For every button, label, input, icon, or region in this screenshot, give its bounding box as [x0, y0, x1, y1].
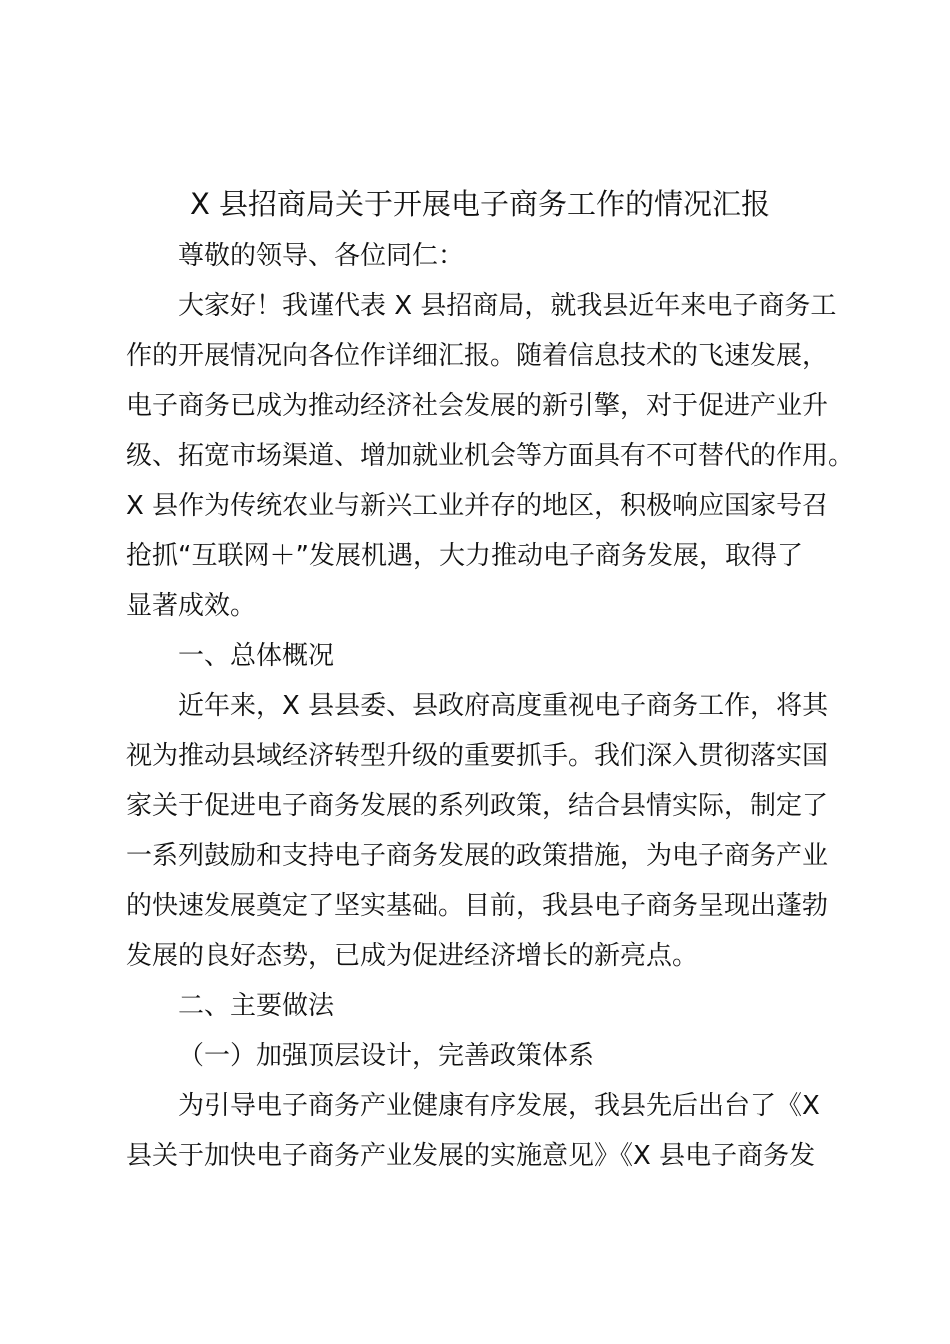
paragraph-line: 抢抓“互联网＋”发展机遇，大力推动电子商务发展，取得了	[126, 541, 803, 571]
paragraph-line: 为引导电子商务产业健康有序发展，我县先后出台了《X	[178, 1091, 820, 1121]
subsection-heading: （一）加强顶层设计，完善政策体系	[178, 1041, 595, 1071]
paragraph-line: 县关于加快电子商务产业发展的实施意见》《X 县电子商务发	[126, 1141, 816, 1171]
paragraph-line: 的快速发展奠定了坚实基础。目前，我县电子商务呈现出蓬勃	[126, 891, 829, 921]
paragraph-line: 电子商务已成为推动经济社会发展的新引擎，对于促进产业升	[126, 391, 829, 421]
paragraph-line: 发展的良好态势，已成为促进经济增长的新亮点。	[126, 941, 699, 971]
paragraph-line: 近年来，X 县县委、县政府高度重视电子商务工作，将其	[178, 691, 829, 721]
paragraph-line: 家关于促进电子商务发展的系列政策，结合县情实际，制定了	[126, 791, 829, 821]
paragraph-line: 作的开展情况向各位作详细汇报。随着信息技术的飞速发展，	[126, 341, 829, 371]
paragraph-line: 级、拓宽市场渠道、增加就业机会等方面具有不可替代的作用。	[126, 441, 855, 471]
document-title: X 县招商局关于开展电子商务工作的情况汇报	[189, 187, 771, 221]
section-heading: 二、主要做法	[178, 991, 335, 1021]
paragraph-line: 视为推动县域经济转型升级的重要抓手。我们深入贯彻落实国	[126, 741, 829, 771]
paragraph-line: X 县作为传统农业与新兴工业并存的地区，积极响应国家号召	[126, 491, 829, 521]
paragraph-line: 一系列鼓励和支持电子商务发展的政策措施，为电子商务产业	[126, 841, 829, 871]
salutation: 尊敬的领导、各位同仁：	[178, 241, 465, 271]
section-heading: 一、总体概况	[178, 641, 335, 671]
paragraph-line: 大家好！我谨代表 X 县招商局，就我县近年来电子商务工	[178, 291, 837, 321]
paragraph-line: 显著成效。	[126, 591, 257, 621]
